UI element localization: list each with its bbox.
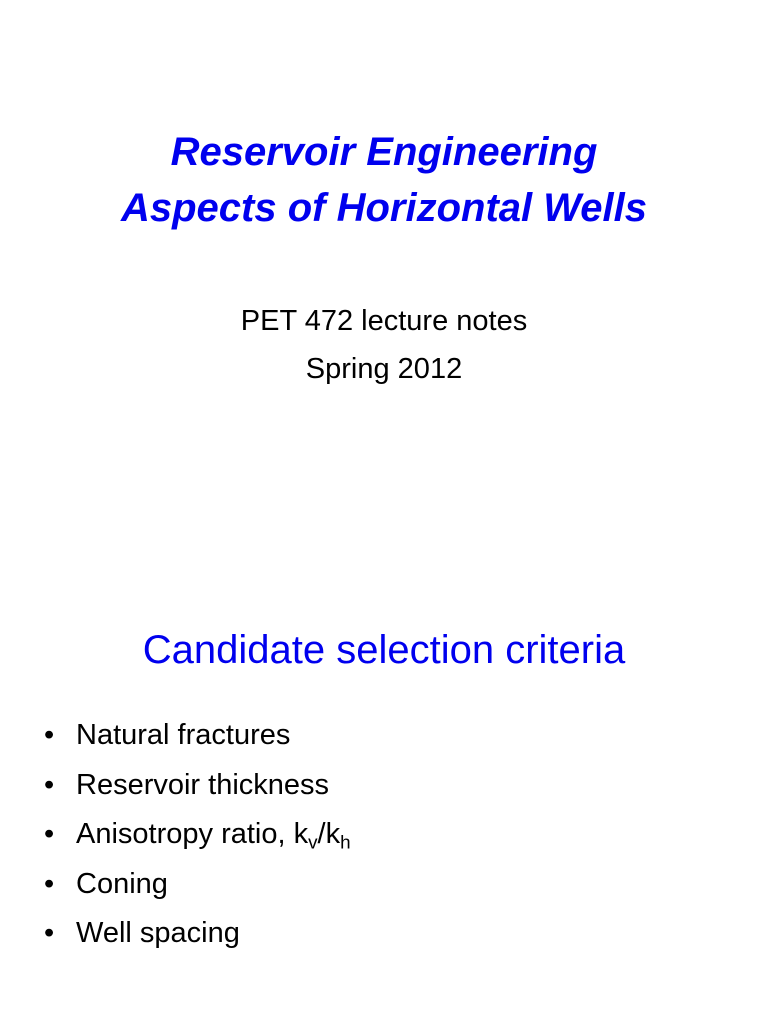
bullet-text: Anisotropy ratio, k bbox=[76, 818, 309, 850]
subscript-v: v bbox=[308, 831, 318, 853]
title-line-1: Reservoir Engineering bbox=[170, 130, 598, 174]
criteria-list bbox=[44, 717, 351, 965]
bullet-icon: • bbox=[44, 917, 55, 949]
term-subtitle: Spring 2012 bbox=[305, 353, 463, 385]
slide-heading: Candidate selection criteria bbox=[142, 628, 626, 672]
bullet-icon: • bbox=[44, 719, 55, 751]
list-item bbox=[44, 816, 351, 866]
list-item bbox=[44, 767, 351, 817]
criteria-slide bbox=[0, 512, 768, 1024]
bullet-icon: • bbox=[44, 818, 55, 850]
bullet-text: Well spacing bbox=[76, 917, 240, 949]
list-item bbox=[44, 717, 351, 767]
bullet-text: Natural fractures bbox=[76, 719, 291, 751]
list-item bbox=[44, 915, 351, 965]
bullet-text: Coning bbox=[76, 867, 168, 900]
bullet-icon: • bbox=[44, 867, 55, 900]
list-item bbox=[44, 866, 351, 916]
bullet-text: Reservoir thickness bbox=[76, 768, 330, 801]
bullet-icon: • bbox=[44, 768, 55, 801]
subscript-h: h bbox=[340, 831, 351, 853]
title-line-2: Aspects of Horizontal Wells bbox=[120, 186, 647, 230]
bullet-text-mid: /k bbox=[317, 818, 341, 850]
course-subtitle: PET 472 lecture notes bbox=[240, 305, 528, 337]
